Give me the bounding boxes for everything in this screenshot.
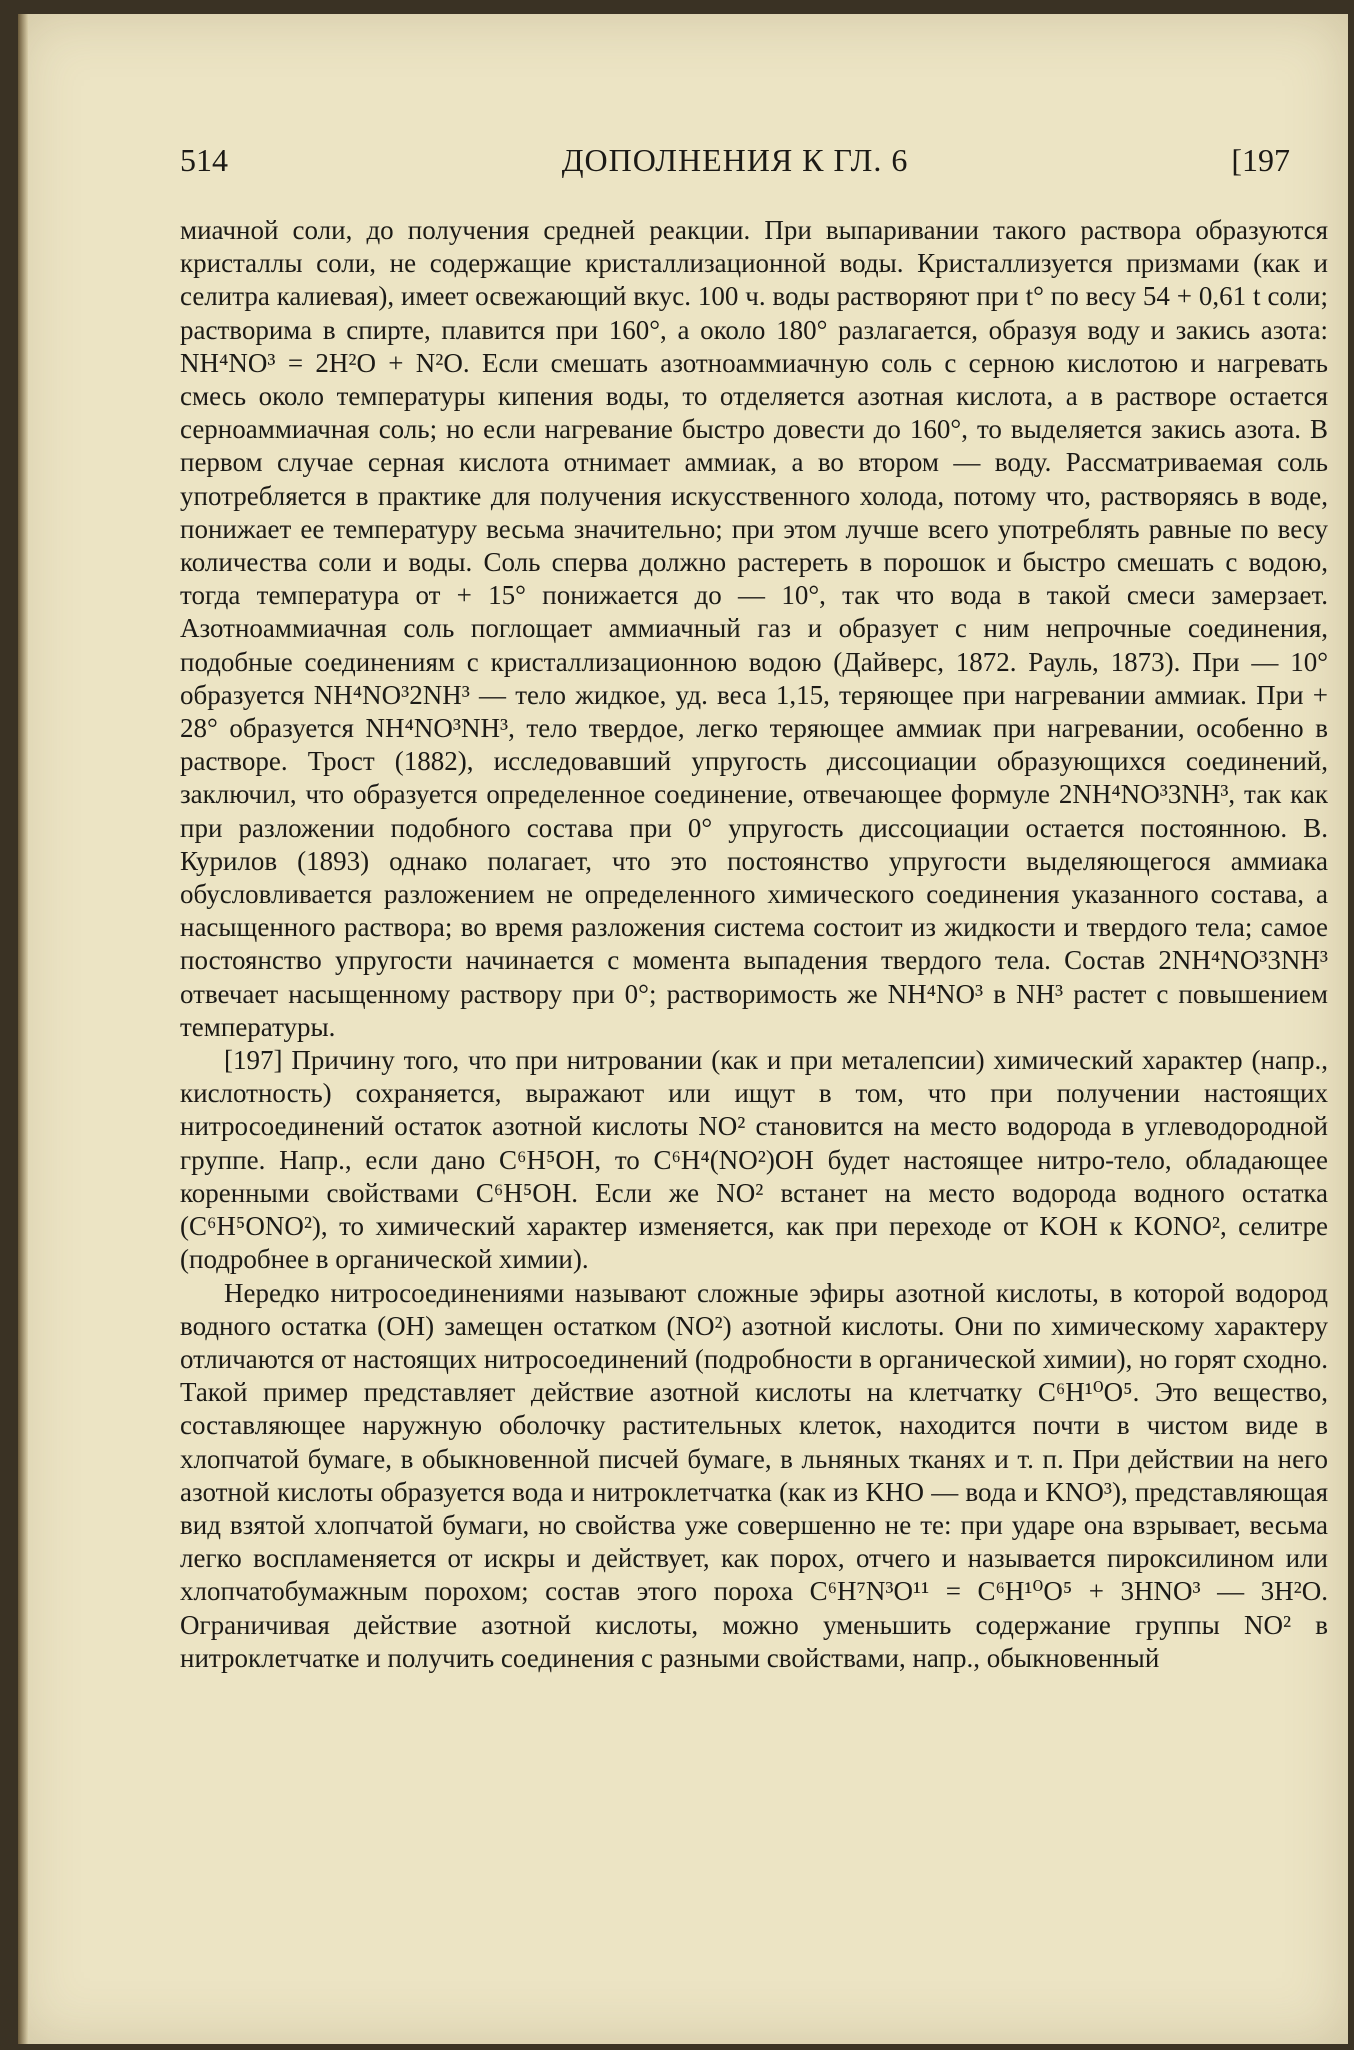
page-number: 514 <box>180 142 228 178</box>
book-page <box>18 14 1348 2044</box>
running-header <box>180 142 1290 188</box>
paragraph-2: [197] Причину того, что при нитровании (как и при металепсии) химический характер (напр., кислотность) сохраняется, выражают или ищут в том, что при получении настоящих нитросоединений остаток азотной кислоты NO² становится на место водорода в углеводородной группе. Напр., если дано C⁶H⁵OH, то C⁶H⁴(NO²)OH будет настоящее нитро-тело, обладающее коренными свойствами C⁶H⁵OH. Если же NO² встанет на место водорода водного остатка (C⁶H⁵ONO²), то химический характер изменяется, как при переходе от KOH к KONO², селитре (подробнее в органической химии). <box>180 1045 1328 1275</box>
page-spine-shadow <box>18 14 28 2044</box>
body-text <box>180 214 1328 1675</box>
paragraph-3: Нередко нитросоединениями называют сложные эфиры азотной кислоты, в которой водород водного остатка (OH) замещен остатком (NO²) азотной кислоты. Они по химическому характеру отличаются от настоящих нитросоединений (подробности в органической химии), но горят сходно. Такой пример представляет действие азотной кислоты на клетчатку C⁶H¹⁰O⁵. Это вещество, составляющее наружную оболочку растительных клеток, находится почти в чистом виде в хлопчатой бумаге, в обыкновенной писчей бумаге, в льняных тканях и т. п. При действии на него азотной кислоты образуется вода и нитроклетчатка (как из KHO — вода и KNO³), представляющая вид взятой хлопчатой бумаги, но свойства уже совершенно не те: при ударе она взрывает, весьма легко воспламеняется от искры и действует, как порох, отчего и называется пироксилином или хлопчатобумажным порохом; состав этого пороха C⁶H⁷N³O¹¹ = C⁶H¹⁰O⁵ + 3HNO³ — 3H²O. Ограничивая действие азотной кислоты, можно уменьшить содержание группы NO² в нитроклетчатке и получить соединения с разными свойствами, напр., обыкновенный <box>180 1277 1328 1673</box>
paragraph-1: миачной соли, до получения средней реакции. При выпаривании такого раствора образуются кристаллы соли, не содержащие кристаллизационной воды. Кристаллизуется призмами (как и селитра калиевая), имеет освежающий вкус. 100 ч. воды растворяют при t° по весу 54 + 0,61 t соли; растворима в спирте, плавится при 160°, а около 180° разлагается, образуя воду и закись азота: NH⁴NO³ = 2H²O + N²O. Если смешать азотноаммиачную соль с серною кислотою и нагревать смесь около температуры кипения воды, то отделяется азотная кислота, а в растворе остается серноаммиачная соль; но если нагревание быстро довести до 160°, то выделяется закись азота. В первом случае серная кислота отнимает аммиак, а во втором — воду. Рассматриваемая соль употребляется в практике для получения искусственного холода, потому что, растворяясь в воде, понижает ее температуру весьма значительно; при этом лучше всего употреблять равные по весу количества соли и воды. Соль сперва должно растереть в порошок и быстро смешать с водою, тогда температура от + 15° понижается до — 10°, так что вода в такой смеси замерзает. Азотноаммиачная соль поглощает аммиачный газ и образует с ним непрочные соединения, подобные соединениям с кристаллизационною водою (Дайверс, 1872. Рауль, 1873). При — 10° образуется NH⁴NO³2NH³ — тело жидкое, уд. веса 1,15, теряющее при нагревании аммиак. При + 28° образуется NH⁴NO³NH³, тело твердое, легко теряющее аммиак при нагревании, особенно в растворе. Трост (1882), исследовавший упругость диссоциации образующихся соединений, заключил, что образуется определенное соединение, отвечающее формуле 2NH⁴NO³3NH³, так как при разложении подобного состава при 0° упругость диссоциации остается постоянною. В. Курилов (1893) однако полагает, что это постоянство упругости выделяющегося аммиака обусловливается разложением не определенного химического соединения указанного состава, а насыщенного раствора; во время разложения система состоит из жидкости и твердого тела; самое постоянство упругости начинается с момента выпадения твердого тела. Состав 2NH⁴NO³3NH³ отвечает насыщенному раствору при 0°; растворимость же NH⁴NO³ в NH³ растет с повышением температуры. <box>180 215 1328 1042</box>
chapter-title: ДОПОЛНЕНИЯ К ГЛ. 6 <box>561 142 909 178</box>
section-reference: [197 <box>1231 142 1290 178</box>
